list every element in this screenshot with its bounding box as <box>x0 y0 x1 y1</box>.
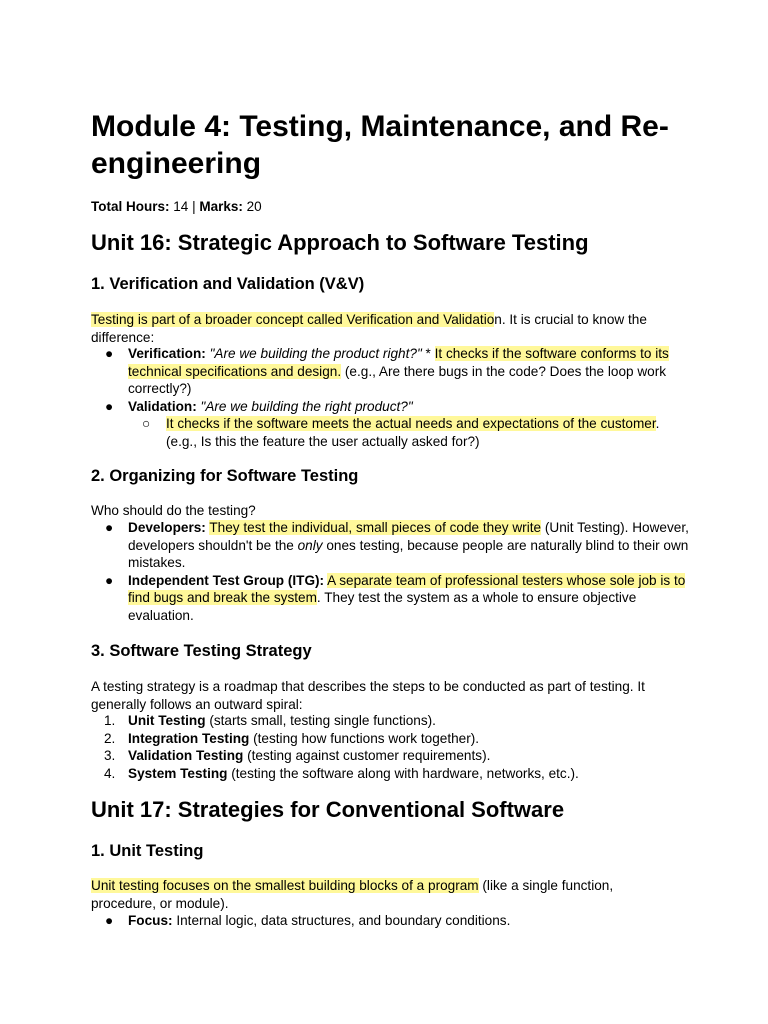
list-number: 2. <box>104 730 116 746</box>
meta-separator: | <box>192 199 196 214</box>
unit17-title: Unit 17: Strategies for Conventional Software <box>91 797 565 822</box>
validation-question: "Are we building the right product?" <box>200 398 413 414</box>
unit-testing-rest: (like a single function, procedure, or module). <box>91 878 614 911</box>
focus-text: Internal logic, data structures, and boundary conditions. <box>176 913 511 928</box>
unit-testing-list <box>91 912 691 930</box>
itg-highlight: A separate team of professional testers whose sole job is to find bugs and break the system <box>128 572 686 605</box>
strategy-item-label: Unit Testing <box>128 713 206 728</box>
unit16-title: Unit 16: Strategic Approach to Software Testing <box>91 230 589 255</box>
vv-intro <box>91 311 681 346</box>
vv-intro-highlight: Testing is part of a broader concept called Verification and Validatio <box>91 312 495 327</box>
hours-value: 14 <box>173 199 189 214</box>
strategy-item-label: Validation Testing <box>128 748 244 763</box>
hours-label: Total Hours: <box>91 199 170 214</box>
bullet-icon: ● <box>105 913 114 928</box>
marks-value: 20 <box>246 199 262 214</box>
validation-sub-rest: . (e.g., Is this the feature the user actually asked for?) <box>166 416 660 449</box>
list-item-validation-sub <box>128 415 691 450</box>
developers-highlight: They test the individual, small pieces of code they write <box>209 520 542 535</box>
bullet-icon: ● <box>105 346 114 361</box>
itg-label: Independent Test Group (ITG): <box>128 572 325 588</box>
developers-rest-1: (Unit Testing). However, developers shouldn't be the <box>128 520 689 553</box>
validation-sub-highlight: It checks if the software meets the actual needs and expectations of the customer <box>166 416 656 431</box>
unit-testing-intro <box>91 877 681 912</box>
list-item <box>91 730 691 748</box>
verification-star: * <box>425 346 431 361</box>
bullet-icon: ● <box>105 520 114 535</box>
hollow-bullet-icon: ○ <box>142 416 151 431</box>
list-number: 3. <box>104 748 116 763</box>
strategy-item-label: System Testing <box>128 765 228 781</box>
vv-intro-rest: n. It is crucial to know the difference: <box>91 312 647 345</box>
marks-label: Marks: <box>199 199 243 214</box>
focus-label: Focus: <box>128 913 173 928</box>
org-list <box>91 519 691 624</box>
strategy-heading: 3. Software Testing Strategy <box>91 642 312 660</box>
unit-testing-heading: 1. Unit Testing <box>91 842 204 860</box>
list-number: 4. <box>104 765 116 781</box>
bullet-icon: ● <box>105 398 114 414</box>
list-number: 1. <box>104 713 116 728</box>
verification-label: Verification: <box>128 346 206 361</box>
developers-label: Developers: <box>128 520 206 535</box>
bullet-icon: ● <box>105 572 114 588</box>
itg-rest: . They test the system as a whole to ensure objective evaluation. <box>128 590 637 623</box>
strategy-list <box>91 712 691 782</box>
strategy-item-label: Integration Testing <box>128 730 250 746</box>
list-item <box>91 765 691 783</box>
list-item-focus <box>91 912 691 930</box>
module-meta <box>91 198 262 215</box>
unit-testing-highlight: Unit testing focuses on the smallest building blocks of a program <box>91 878 479 893</box>
verification-rest: (e.g., Are there bugs in the code? Does the loop work correctly?) <box>128 363 667 396</box>
list-item <box>91 712 691 730</box>
list-item-developers <box>91 519 691 572</box>
strategy-item-desc: (testing against customer requirements). <box>247 748 491 763</box>
list-item-verification <box>91 345 691 398</box>
strategy-item-desc: (testing how functions work together). <box>253 730 480 746</box>
vv-heading: 1. Verification and Validation (V&V) <box>91 275 365 293</box>
strategy-intro: A testing strategy is a roadmap that describes the steps to be conducted as part of testing. It generally follows an outward spiral: <box>91 679 645 712</box>
strategy-item-desc: (starts small, testing single functions). <box>209 713 436 728</box>
list-item-itg <box>91 572 691 625</box>
vv-list <box>91 345 691 450</box>
developers-emphasis: only <box>297 537 323 553</box>
verification-question: "Are we building the product right?" <box>209 346 422 361</box>
validation-label: Validation: <box>128 398 197 414</box>
strategy-item-desc: (testing the software along with hardware, networks, etc.). <box>231 765 579 781</box>
org-heading: 2. Organizing for Software Testing <box>91 467 359 485</box>
developers-rest-2: ones testing, because people are naturally blind to their own mistakes. <box>128 537 689 570</box>
list-item <box>91 747 691 765</box>
module-title: Module 4: Testing, Maintenance, and Re-engineering <box>91 110 669 180</box>
verification-highlight: It checks if the software conforms to its technical specifications and design. <box>128 346 669 379</box>
list-item-validation <box>91 398 691 416</box>
org-intro: Who should do the testing? <box>91 503 256 518</box>
